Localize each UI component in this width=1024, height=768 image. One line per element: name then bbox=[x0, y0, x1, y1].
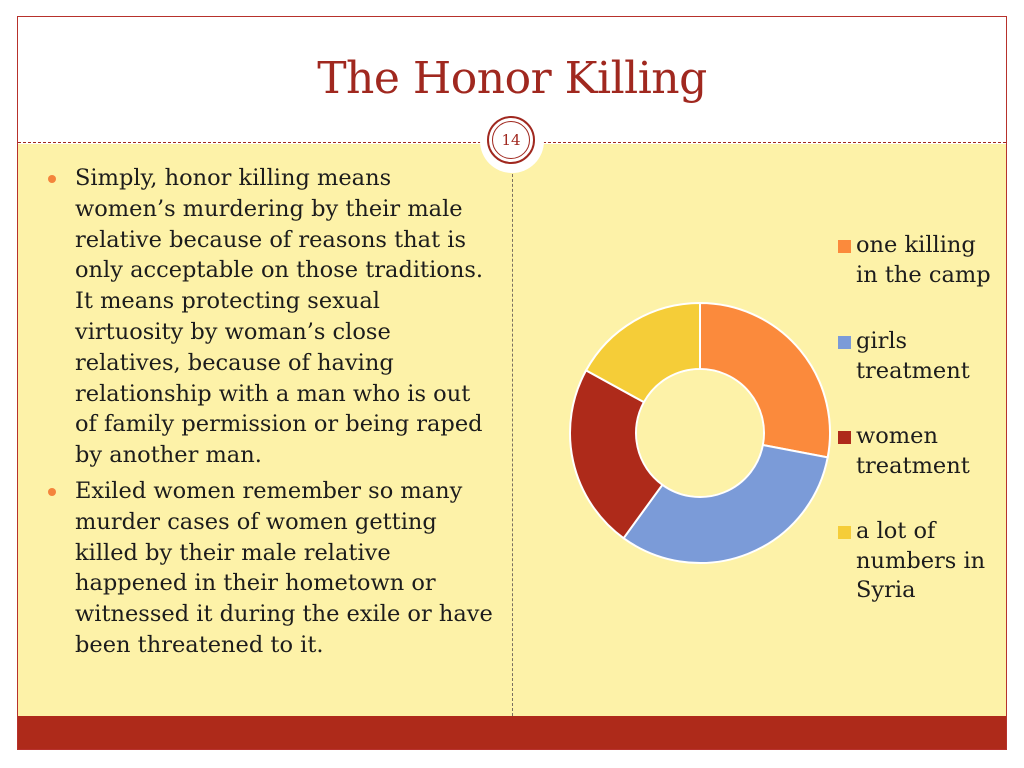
bullet-list bbox=[40, 163, 495, 666]
slide-title: The Honor Killing bbox=[317, 53, 707, 104]
donut-hole bbox=[637, 370, 763, 496]
bullet-text: Simply, honor killing means women’s murdering by their male relative because of reasons that is only acceptable on those traditions. It means protecting sexual virtuosity by woman’s close relatives, because of having relationship with a man who is out of family permission or being raped by another man. bbox=[75, 165, 484, 469]
legend-swatch-icon bbox=[838, 431, 851, 444]
legend-swatch-icon bbox=[838, 526, 851, 539]
legend-label: women treatment bbox=[856, 423, 970, 479]
legend-label: one killing in the camp bbox=[856, 232, 991, 288]
page-number: 14 bbox=[492, 121, 530, 159]
legend-swatch-icon bbox=[838, 336, 851, 349]
legend-label: girls treatment bbox=[856, 328, 970, 384]
bullet-item bbox=[40, 163, 495, 471]
legend-swatch-icon bbox=[838, 240, 851, 253]
column-divider bbox=[512, 144, 513, 716]
legend-label: a lot of numbers in Syria bbox=[856, 518, 986, 603]
bullet-dot-icon bbox=[48, 488, 56, 496]
footer-bar bbox=[18, 716, 1006, 750]
page-number-badge bbox=[487, 116, 535, 164]
bullet-dot-icon bbox=[48, 175, 56, 183]
slide bbox=[17, 16, 1007, 750]
donut-chart bbox=[538, 267, 838, 567]
bullet-text: Exiled women remember so many murder cases of women getting killed by their male relative happened in their hometown or witnessed it during the exile or have been threatened to it. bbox=[75, 477, 493, 658]
bullet-item bbox=[40, 476, 495, 661]
